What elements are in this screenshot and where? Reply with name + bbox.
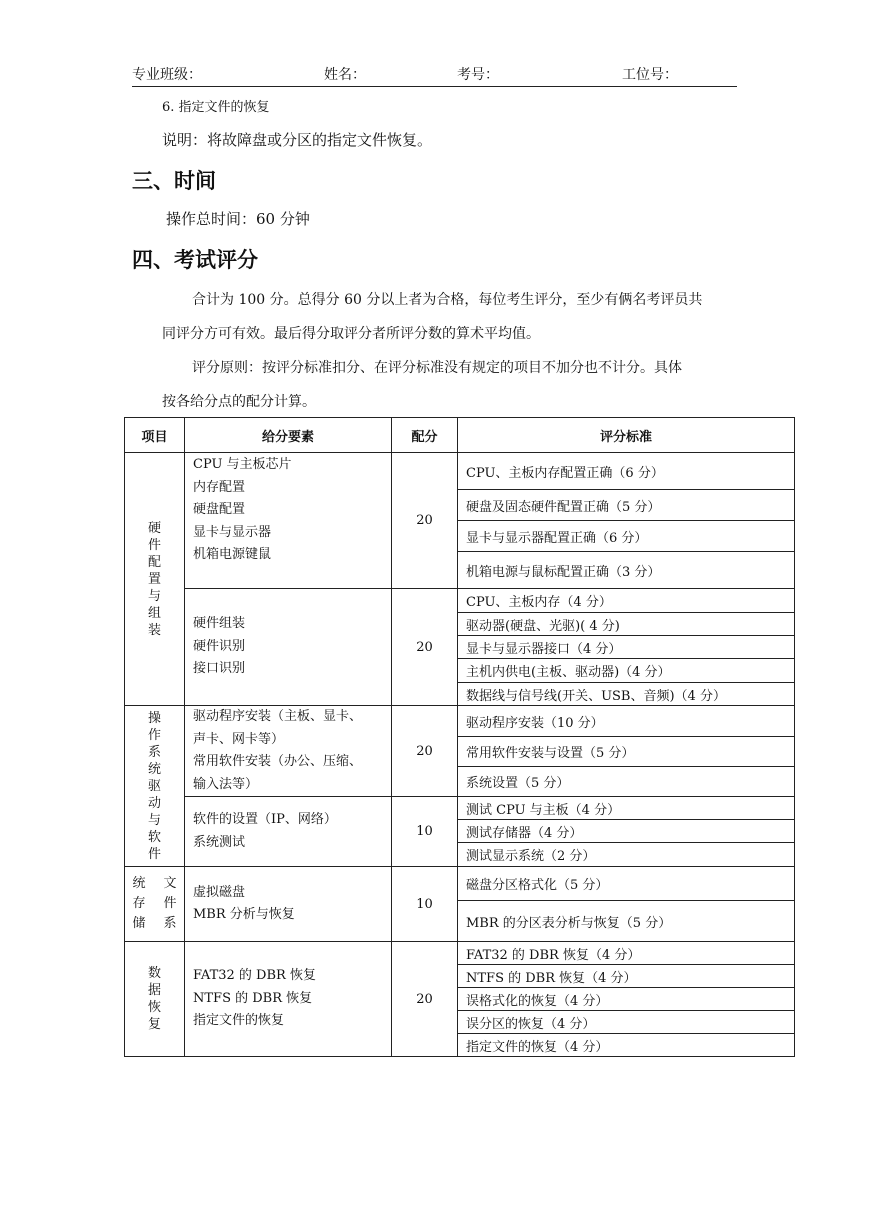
table-row (125, 706, 795, 737)
criteria-cell: 显卡与显示器配置正确（6 分） (458, 521, 795, 552)
table-row (125, 942, 795, 965)
criteria-cell: 显卡与显示器接口（4 分） (458, 636, 795, 659)
exam-no-label: 考号： (457, 67, 499, 83)
criteria-cell: 系统设置（5 分） (458, 766, 795, 796)
criteria-cell: FAT32 的 DBR 恢复（4 分） (458, 942, 795, 965)
header-criteria: 评分标准 (458, 418, 795, 453)
project-cell-hardware: 硬件配置与组装 (125, 453, 185, 706)
criteria-cell: 测试 CPU 与主板（4 分） (458, 797, 795, 820)
project-cell-file-storage: 统文 存件 储系 (125, 867, 185, 942)
project-cell-data-recovery: 数据恢复 (125, 942, 185, 1057)
elements-cell: 驱动程序安装（主板、显卡、 声卡、网卡等） 常用软件安装（办公、压缩、 输入法等） (185, 706, 392, 797)
criteria-cell: MBR 的分区表分析与恢复（5 分） (458, 901, 795, 942)
table-row (125, 589, 795, 613)
criteria-cell: 常用软件安装与设置（5 分） (458, 737, 795, 766)
score-cell: 10 (392, 867, 458, 942)
header-elements: 给分要素 (185, 418, 392, 453)
section4-para1-line2: 同评分方可有效。最后得分取评分者所评分数的算术平均值。 (162, 326, 540, 342)
criteria-cell: 主机内供电(主板、驱动器)（4 分） (458, 659, 795, 683)
header-score: 配分 (392, 418, 458, 453)
criteria-cell: 驱动程序安装（10 分） (458, 706, 795, 737)
section4-heading: 四、考试评分 (132, 248, 258, 272)
criteria-cell: 误格式化的恢复（4 分） (458, 988, 795, 1011)
section6-title: 6. 指定文件的恢复 (162, 100, 270, 115)
class-label: 专业班级： (132, 67, 202, 83)
score-cell: 20 (392, 706, 458, 797)
criteria-cell: 数据线与信号线(开关、USB、音频)（4 分） (458, 683, 795, 706)
criteria-cell: CPU、主板内存（4 分） (458, 589, 795, 613)
criteria-cell: 驱动器(硬盘、光驱)( 4 分) (458, 613, 795, 636)
score-cell: 20 (392, 942, 458, 1057)
page-header (132, 62, 737, 87)
section4-para1-line1: 合计为 100 分。总得分 60 分以上者为合格，每位考生评分，至少有俩名考评员共 (192, 292, 703, 308)
header-project: 项目 (125, 418, 185, 453)
scoring-table (124, 417, 795, 1057)
criteria-cell: 测试存储器（4 分） (458, 820, 795, 843)
section3-text: 操作总时间：60 分钟 (166, 210, 310, 228)
elements-cell: FAT32 的 DBR 恢复 NTFS 的 DBR 恢复 指定文件的恢复 (185, 942, 392, 1057)
section6-desc: 说明：将故障盘或分区的指定文件恢复。 (162, 131, 433, 149)
elements-cell: 硬件组装 硬件识别 接口识别 (185, 589, 392, 706)
station-label: 工位号： (622, 67, 678, 83)
criteria-cell: 误分区的恢复（4 分） (458, 1011, 795, 1034)
criteria-cell: 指定文件的恢复（4 分） (458, 1034, 795, 1057)
elements-cell: 虚拟磁盘 MBR 分析与恢复 (185, 867, 392, 942)
elements-cell: CPU 与主板芯片 内存配置 硬盘配置 显卡与显示器 机箱电源键鼠 (185, 453, 392, 589)
table-row (125, 453, 795, 490)
name-label: 姓名： (324, 67, 366, 83)
table-row (125, 797, 795, 820)
criteria-cell: 测试显示系统（2 分） (458, 843, 795, 867)
section4-para2-line2: 按各给分点的配分计算。 (162, 394, 316, 410)
score-cell: 20 (392, 589, 458, 706)
criteria-cell: 硬盘及固态硬件配置正确（5 分） (458, 490, 795, 521)
criteria-cell: 磁盘分区格式化（5 分） (458, 867, 795, 901)
criteria-cell: 机箱电源与鼠标配置正确（3 分） (458, 552, 795, 589)
criteria-cell: NTFS 的 DBR 恢复（4 分） (458, 965, 795, 988)
table-row (125, 867, 795, 901)
table-header-row (125, 418, 795, 453)
score-cell: 20 (392, 453, 458, 589)
criteria-cell: CPU、主板内存配置正确（6 分） (458, 453, 795, 490)
section3-heading: 三、时间 (132, 169, 216, 193)
score-cell: 10 (392, 797, 458, 867)
section4-para2-line1: 评分原则：按评分标准扣分、在评分标准没有规定的项目不加分也不计分。具体 (192, 360, 682, 376)
elements-cell: 软件的设置（IP、网络） 系统测试 (185, 797, 392, 867)
project-cell-os: 操作系统驱动与软件 (125, 706, 185, 867)
